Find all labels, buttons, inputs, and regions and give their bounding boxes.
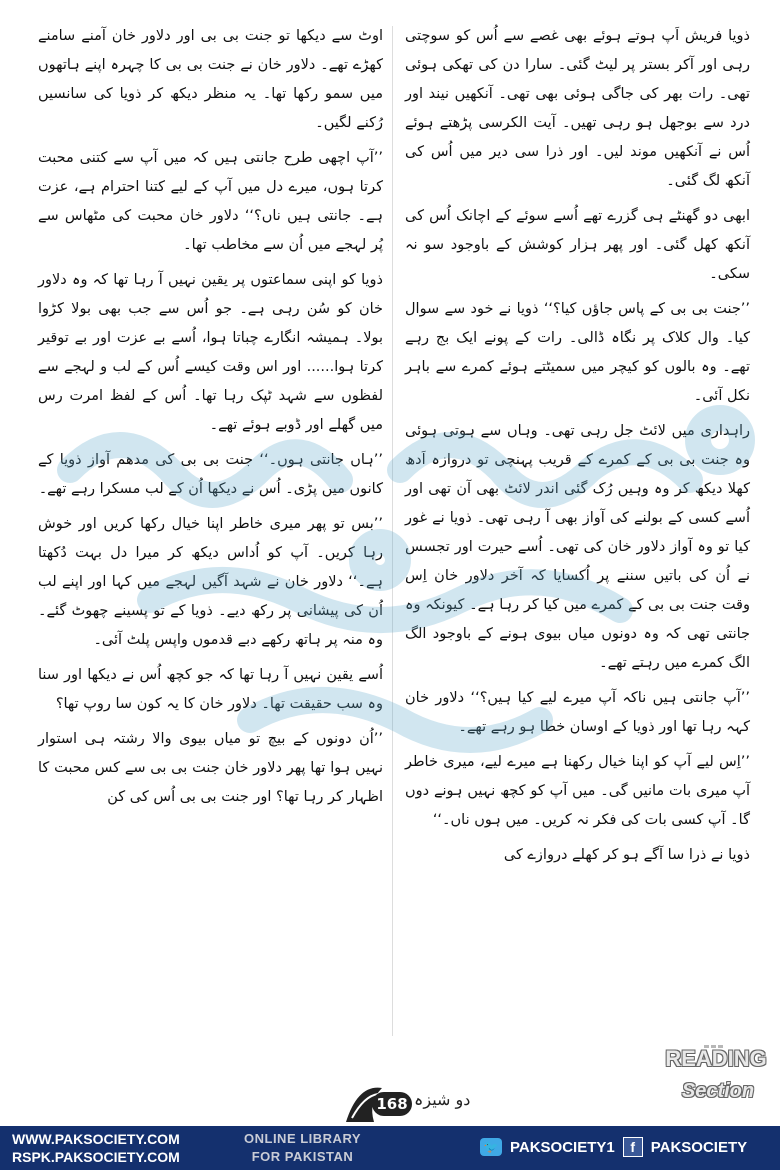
magazine-name: دو شیزہ [414,1090,471,1109]
paragraph: اُسے یقین نہیں آ رہا تھا کہ جو کچھ اُس نے دیکھا اور سنا وہ سب حقیقت تھا۔ دلاور خان کا یہ کون سا روپ تھا؟ [38,667,383,712]
page-number: 168 [372,1092,412,1116]
paragraph: ’’آپ جانتی ہیں ناکہ آپ میرے لیے کیا ہیں؟‘‘ دلاور خان کہہ رہا تھا اور ذویا کے اوسان خطا ہو رہے تھے۔ [405,690,750,735]
paragraph: ’’اِس لیے آپ کو اپنا خیال رکھنا ہے میرے لیے، میری خاطر آپ میری بات مانیں گی۔ میں آپ کو کچھ نہیں ہونے دوں گا۔ آپ کسی بات کی فکر نہ کریں۔ میں ہوں ناں۔‘‘ [405,754,750,828]
paragraph: ’’جنت بی بی کے پاس جاؤں کیا؟‘‘ ذویا نے خود سے سوال کیا۔ وال کلاک پر نگاہ ڈالی۔ رات کے پونے ایک بج رہے تھے۔ وہ بالوں کو کیچر میں سمیٹتے ہوئے کمرے سے باہر نکل آئی۔ [405,301,750,404]
footer-url-link[interactable]: RSPK.PAKSOCIETY.COM [12,1149,180,1165]
site-footer [0,1126,780,1170]
footer-library-line: FOR PAKISTAN [251,1149,354,1164]
paragraph: ’’اُن دونوں کے بیچ تو میاں بیوی والا رشتہ ہی استوار نہیں ہوا تھا پھر دلاور خان جنت بی بی سے کس محبت کا اظہار کر رہا تھا؟ اور جنت بی بی اُس کی کن [38,731,383,805]
column-divider [392,26,393,1036]
paragraph: ذویا فریش اَپ ہوتے ہوئے بھی غصے سے اُس کو سوچتی رہی اور آکر بستر پر لیٹ گئی۔ سارا دن کی تھکی ہوئی تھی۔ رات بھر کی جاگی ہوئی بھی تھی۔ آنکھیں نیند اور درد سے بوجھل ہو رہی تھیں۔ آیت الکرسی پڑھتے ہوئے اُس نے آنکھیں موند لیں۔ اور ذرا سی دیر میں اُس کی آنکھ لگ گئی۔ [405,28,750,189]
paragraph: ذویا کو اپنی سماعتوں پر یقین نہیں آ رہا تھا کہ وہ دلاور خان کو سُن رہی ہے۔ جو اُس سے جب بھی بولا کڑوا بولا۔ ہمیشہ انگارے چباتا ہوا، اُسے بے عزت اور بے توقیر کرتا ہوا...... اور اس وقت کیسے اُس کے لب و لہجے سے لفظوں سے شہد ٹپک رہا تھا۔ اُس کے لفظ امرت رس میں گھلے اور ڈوبے ہوئے تھے۔ [38,272,383,433]
reading-section-label: READING [665,1046,767,1071]
facebook-icon[interactable]: f [623,1137,643,1157]
paragraph: راہداری میں لائٹ جل رہی تھی۔ وہاں سے ہوتی ہوئی وہ جنت بی بی کے کمرے کے قریب پہنچی تو دروازہ اَدھ کھلا دیکھ کر وہ وہیں رُک گئی اندر لائٹ بھی آن تھی اور اُسے کسی کے بولنے کی آواز بھی آ رہی تھی۔ ذویا نے غور کیا تو وہ آواز دلاور خان کی تھی۔ اُسے حیرت اور تجسس نے اُن کی باتیں سننے پر اُکسایا کہ آخر دلاور خان اِس وقت جنت بی بی کے کمرے میں کیا کر رہا ہے۔ کیونکہ وہ جانتی تھی کہ وہ دونوں میاں بیوی ہونے کے باوجود الگ الگ کمرے میں رہتے تھے۔ [405,423,750,671]
footer-social-links [480,1137,747,1157]
facebook-handle[interactable]: PAKSOCIETY [650,1138,748,1156]
footer-library-text [244,1130,361,1166]
twitter-handle[interactable]: PAKSOCIETY1 [510,1138,615,1156]
twitter-icon[interactable]: 🐦 [480,1138,502,1156]
text-column-left [38,22,383,818]
reading-section-sublabel: Section [681,1080,755,1102]
paragraph: اوٹ سے دیکھا تو جنت بی بی اور دلاور خان آمنے سامنے کھڑے تھے۔ دلاور خان نے جنت بی بی کا چہرہ اپنے ہاتھوں میں سمو رکھا تھا۔ یہ منظر دیکھ کر ذویا کی سانسیں رُکنے لگیں۔ [38,28,383,131]
paragraph: ’’بس تو پھر میری خاطر اپنا خیال رکھا کریں اور خوش رہا کریں۔ آپ کو اُداس دیکھ کر میرا دل بہت دُکھتا ہے۔‘‘ دلاور خان نے شہد آگیں لہجے میں کہا اور اپنے لب اُن کی پیشانی پر رکھ دیے۔ ذویا کے تو پسینے چھوٹ گئے۔ وہ منہ پر ہاتھ رکھے دبے قدموں واپس پلٹ آئی۔ [38,516,383,648]
paragraph: ابھی دو گھنٹے ہی گزرے تھے اُسے سوئے کے اچانک اُس کی آنکھ کھل گئی۔ اور پھر ہزار کوشش کے باوجود سو نہ سکی۔ [405,208,750,282]
footer-library-line: ONLINE LIBRARY [244,1131,362,1146]
paragraph: ذویا نے ذرا سا آگے ہو کر کھلے دروازے کی [503,847,750,863]
footer-url-link[interactable]: WWW.PAKSOCIETY.COM [12,1131,180,1147]
paragraph: ’’ہاں جانتی ہوں۔‘‘ جنت بی بی کی مدھم آواز ذویا کے کانوں میں پڑی۔ اُس نے دیکھا اُن کے لب مسکرا رہے تھے۔ [38,452,383,497]
paragraph: ’’آپ اچھی طرح جانتی ہیں کہ میں آپ سے کتنی محبت کرتا ہوں، میرے دل میں آپ کے لیے کتنا احترام ہے، عزت ہے۔ جانتی ہیں ناں؟‘‘ دلاور خان محبت کی مٹھاس سے پُر لہجے میں اُن سے مخاطب تھا۔ [38,150,383,253]
footer-urls [12,1130,180,1166]
text-column-right [405,22,750,876]
